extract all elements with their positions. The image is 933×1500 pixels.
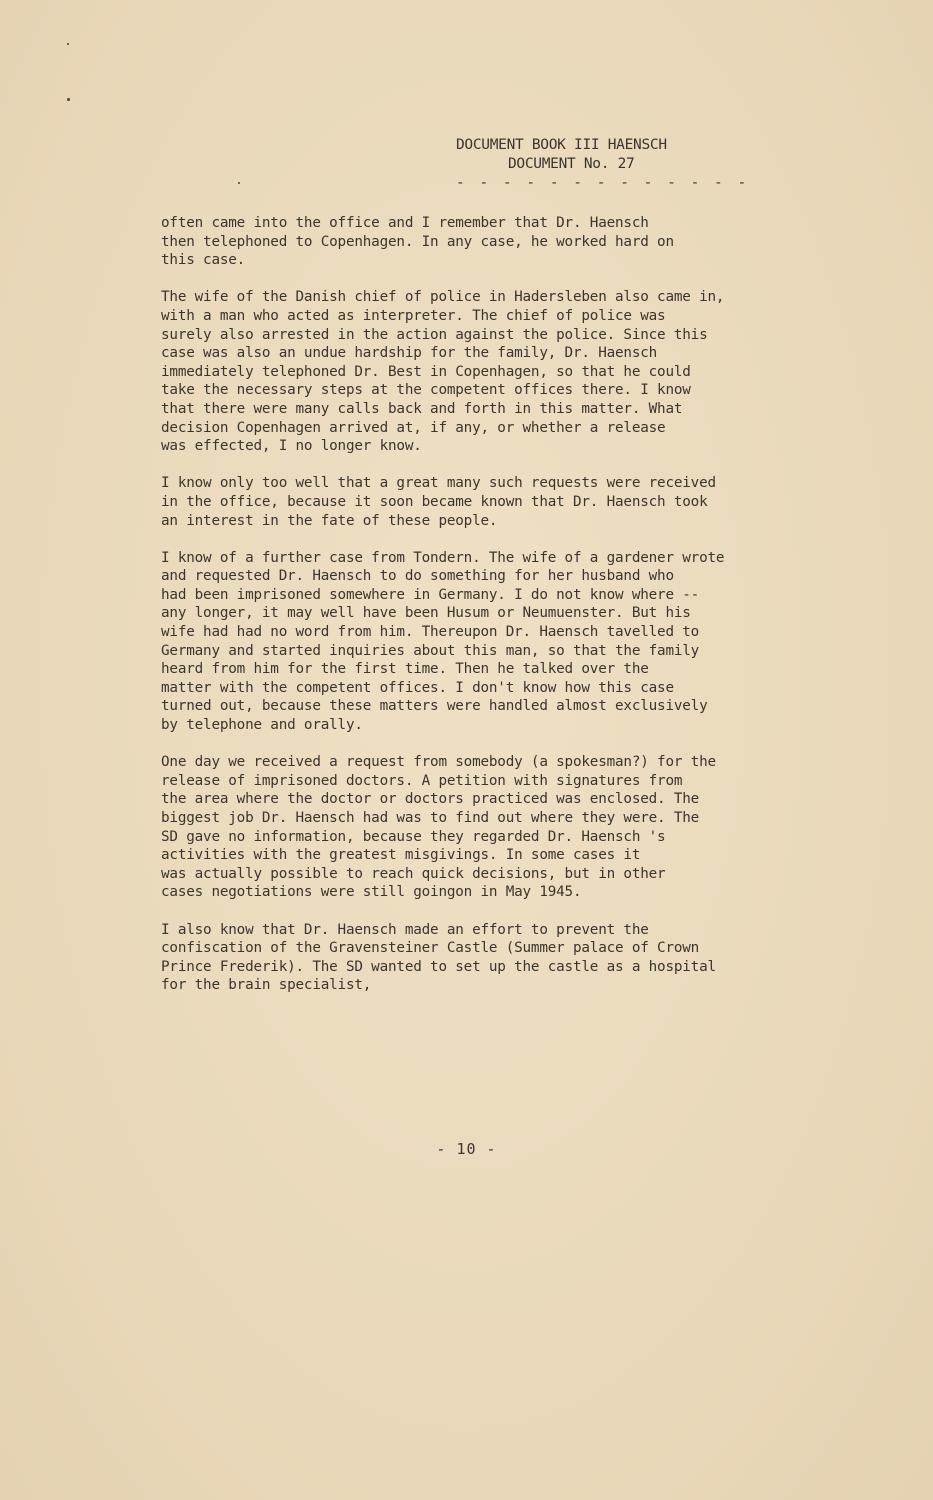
document-number: DOCUMENT No. 27 bbox=[508, 156, 635, 172]
paragraph bbox=[161, 288, 821, 455]
text-line: in the office, because it soon became known that Dr. Haensch took bbox=[161, 493, 708, 510]
text-line: for the brain specialist, bbox=[161, 977, 372, 994]
text-line: One day we received a request from somebody (a spokesman?) for the bbox=[161, 754, 716, 771]
text-line: had been imprisoned somewhere in Germany. I do not know where -- bbox=[161, 586, 700, 603]
text-line: turned out, because these matters were handled almost exclusively bbox=[161, 698, 708, 715]
text-line: this case. bbox=[161, 252, 246, 269]
paragraph bbox=[161, 549, 821, 735]
text-line: The wife of the Danish chief of police in Hadersleben also came in, bbox=[161, 289, 725, 306]
text-line: that there were many calls back and forth in this matter. What bbox=[161, 400, 683, 417]
text-line: then telephoned to Copenhagen. In any case, he worked hard on bbox=[161, 233, 674, 250]
text-line: often came into the office and I remember that Dr. Haensch bbox=[161, 215, 649, 231]
text-line: decision Copenhagen arrived at, if any, or whether a release bbox=[161, 419, 666, 436]
text-line: and requested Dr. Haensch to do something for her husband who bbox=[161, 568, 674, 585]
text-line: cases negotiations were still goingon in May 1945. bbox=[161, 884, 582, 901]
paragraph bbox=[161, 921, 821, 995]
text-line: SD gave no information, because they regarded Dr. Haensch 's bbox=[161, 828, 666, 845]
text-line: case was also an undue hardship for the family, Dr. Haensch bbox=[161, 345, 658, 362]
text-line: heard from him for the first time. Then he talked over the bbox=[161, 661, 649, 678]
text-line: surely also arrested in the action against the police. Since this bbox=[161, 326, 708, 343]
text-line: by telephone and orally. bbox=[161, 717, 363, 734]
paper-speck bbox=[67, 43, 69, 45]
text-line: take the necessary steps at the competent offices there. I know bbox=[161, 382, 691, 399]
paragraph bbox=[161, 753, 821, 902]
paragraph bbox=[161, 474, 821, 530]
header-rule: - - - - - - - - - - - - - bbox=[456, 175, 750, 191]
paper-speck bbox=[238, 182, 240, 184]
text-line: confiscation of the Gravensteiner Castle (Summer palace of Crown bbox=[161, 940, 700, 957]
document-header bbox=[450, 136, 750, 193]
text-line: with a man who acted as interpreter. The chief of police was bbox=[161, 307, 666, 324]
text-line: the area where the doctor or doctors practiced was enclosed. The bbox=[161, 791, 700, 808]
text-line: any longer, it may well have been Husum or Neumuenster. But his bbox=[161, 605, 691, 622]
text-line: I know only too well that a great many such requests were received bbox=[161, 475, 716, 492]
text-line: was effected, I no longer know. bbox=[161, 438, 422, 455]
document-body bbox=[161, 214, 821, 1014]
text-line: I also know that Dr. Haensch made an effort to prevent the bbox=[161, 921, 649, 938]
paragraph bbox=[161, 214, 821, 270]
document-book-title: DOCUMENT BOOK III HAENSCH bbox=[456, 137, 667, 153]
text-line: I know of a further case from Tondern. The wife of a gardener wrote bbox=[161, 549, 725, 566]
text-line: biggest job Dr. Haensch had was to find out where they were. The bbox=[161, 810, 700, 826]
paper-speck bbox=[67, 98, 70, 101]
text-line: Germany and started inquiries about this man, so that the family bbox=[161, 642, 700, 659]
text-line: Prince Frederik). The SD wanted to set up the castle as a hospital bbox=[161, 958, 716, 975]
text-line: was actually possible to reach quick decisions, but in other bbox=[161, 865, 666, 882]
text-line: release of imprisoned doctors. A petition with signatures from bbox=[161, 772, 683, 789]
text-line: matter with the competent offices. I don't know how this case bbox=[161, 679, 674, 696]
text-line: immediately telephoned Dr. Best in Copenhagen, so that he could bbox=[161, 363, 691, 380]
text-line: an interest in the fate of these people. bbox=[161, 512, 498, 529]
page-number: - 10 - bbox=[436, 1140, 497, 1158]
text-line: wife had had no word from him. Thereupon Dr. Haensch tavelled to bbox=[161, 624, 700, 641]
text-line: activities with the greatest misgivings. In some cases it bbox=[161, 847, 641, 864]
